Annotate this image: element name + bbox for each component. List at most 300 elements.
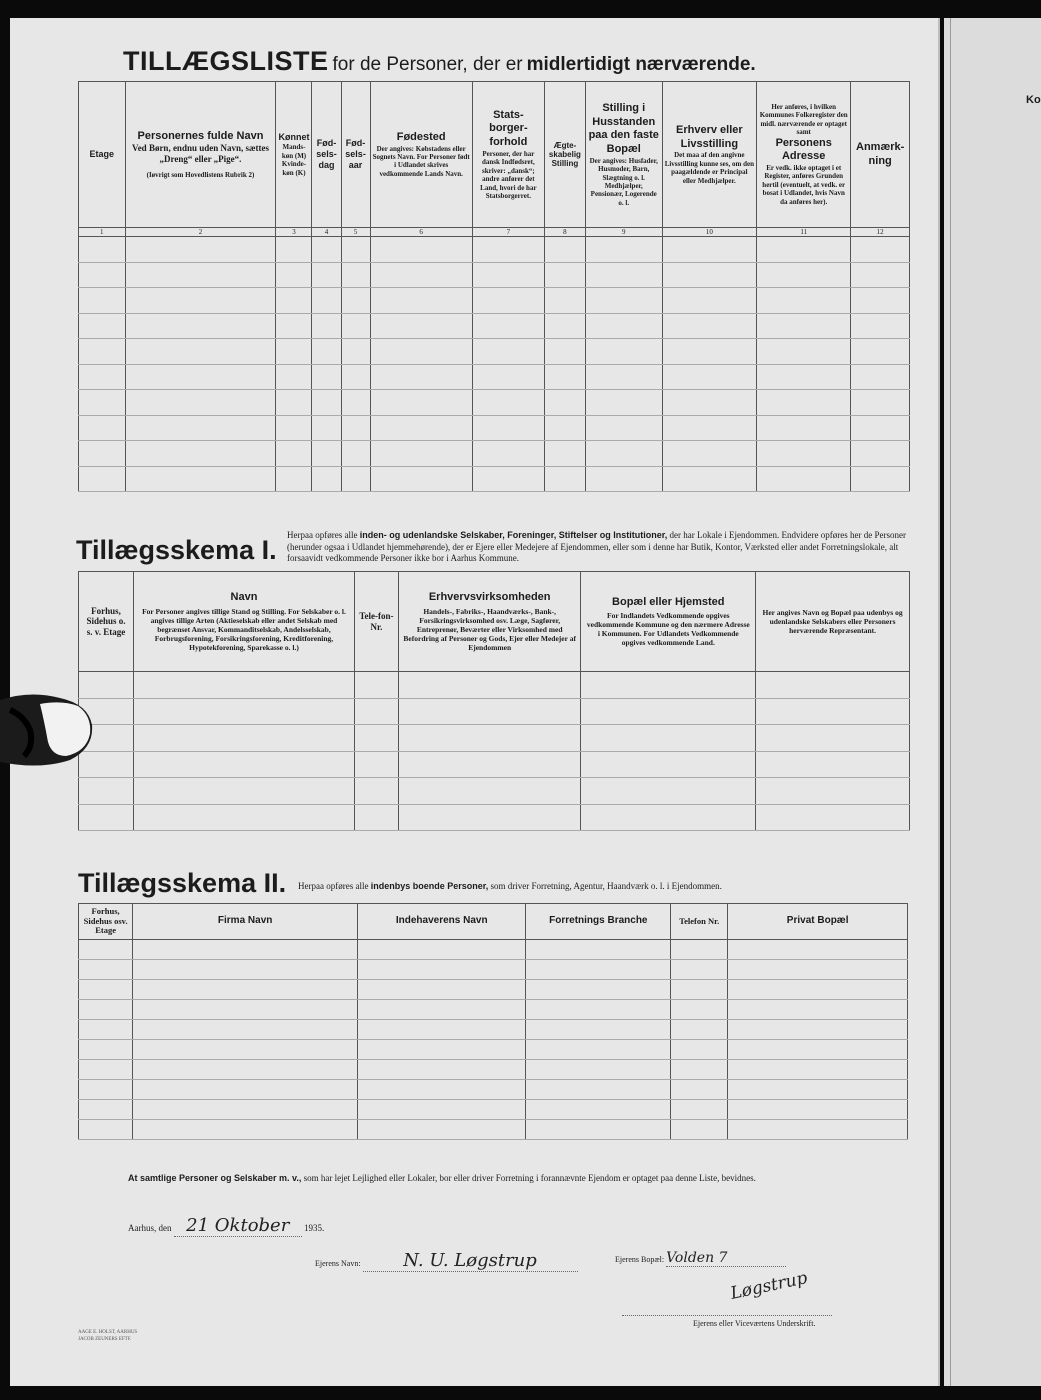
table-cell[interactable] — [312, 262, 341, 288]
table-cell[interactable] — [662, 390, 757, 416]
table-cell[interactable] — [526, 1080, 671, 1100]
table-row — [79, 778, 910, 805]
column-number: 4 — [312, 228, 341, 237]
table-cell[interactable] — [544, 313, 585, 339]
table-cell[interactable] — [544, 339, 585, 365]
table-cell[interactable] — [526, 1100, 671, 1120]
title-bold: midlertidigt nærværende. — [526, 54, 756, 75]
table-cell[interactable] — [757, 466, 851, 492]
table-cell[interactable] — [370, 339, 472, 365]
table-cell[interactable] — [398, 698, 581, 725]
table-cell[interactable] — [662, 339, 757, 365]
table-cell[interactable] — [276, 237, 312, 263]
table-cell[interactable] — [341, 466, 370, 492]
table-cell[interactable] — [671, 1060, 728, 1080]
table-cell[interactable] — [728, 1120, 908, 1140]
table-cell[interactable] — [79, 1060, 133, 1080]
table-row — [79, 390, 910, 416]
table-cell[interactable] — [370, 313, 472, 339]
table-row — [79, 1120, 908, 1140]
schema2-header-3 — [358, 904, 526, 940]
table-cell[interactable] — [581, 672, 756, 699]
column-header-text: Der angives: Husfader, Husmoder, Barn, Slægtning o. l. Medhjælper, Pensionær, Logerende o. l. — [589, 156, 658, 207]
table-row — [79, 441, 910, 467]
column-number: 9 — [585, 228, 662, 237]
table-cell[interactable] — [133, 1100, 358, 1120]
table-cell[interactable] — [581, 751, 756, 778]
owner-name-label: Ejerens Navn: — [315, 1259, 361, 1268]
table-cell[interactable] — [662, 415, 757, 441]
table-cell[interactable] — [341, 237, 370, 263]
table-cell[interactable] — [358, 980, 526, 1000]
column-header-title: Personens Adresse — [775, 136, 832, 163]
table-cell[interactable] — [526, 1000, 671, 1020]
statement-bold: At samtlige Personer og Selskaber m. v., — [128, 1173, 302, 1183]
table-cell[interactable] — [472, 390, 544, 416]
table-cell[interactable] — [544, 415, 585, 441]
table-cell[interactable] — [398, 778, 581, 805]
table-cell[interactable] — [544, 237, 585, 263]
table-cell[interactable] — [125, 313, 276, 339]
table-cell[interactable] — [134, 698, 355, 725]
table-cell[interactable] — [472, 237, 544, 263]
table-row — [79, 1060, 908, 1080]
table-cell[interactable] — [312, 339, 341, 365]
column-number: 6 — [370, 228, 472, 237]
column-header-9 — [585, 82, 662, 228]
table-cell[interactable] — [662, 466, 757, 492]
owner-name-handwritten: N. U. Løgstrup — [363, 1250, 578, 1272]
table-cell[interactable] — [133, 1060, 358, 1080]
schema2-header-2 — [133, 904, 358, 940]
schema2-header-1 — [79, 904, 133, 940]
date-handwritten: 21 Oktober — [174, 1215, 302, 1237]
schema2-header-4 — [526, 904, 671, 940]
table-cell[interactable] — [312, 364, 341, 390]
schema1-header-title: Erhvervsvirksomheden — [428, 591, 551, 604]
schema1-header-text: For Personer angives tillige Stand og Stilling. For Selskaber o. l. angives tillige Arten (Aktieselskab eller andet Selskab med begrænset Ansvar, Kommanditselskab, Andelsselskab, Forbrugsforening, Forsikringsforening, Kreditforening, Hypotekforening, Sparekasse o. l.) — [142, 606, 346, 652]
table-cell[interactable] — [756, 672, 910, 699]
column-header-7 — [472, 82, 544, 228]
table-cell[interactable] — [79, 364, 126, 390]
schema1-header-1 — [79, 572, 134, 672]
table-cell[interactable] — [851, 441, 910, 467]
schema1-header-5 — [581, 572, 756, 672]
table-cell[interactable] — [341, 262, 370, 288]
table-cell[interactable] — [125, 415, 276, 441]
table-cell[interactable] — [671, 960, 728, 980]
table-cell[interactable] — [662, 262, 757, 288]
table-cell[interactable] — [585, 415, 662, 441]
place-label: Aarhus, den — [128, 1223, 172, 1233]
table-cell[interactable] — [851, 364, 910, 390]
schema2-intro-prefix: Herpaa opføres alle — [298, 881, 369, 891]
table-cell[interactable] — [358, 1100, 526, 1120]
table-cell[interactable] — [276, 313, 312, 339]
table-cell[interactable] — [125, 262, 276, 288]
column-header-text: Der angives: Købstadens eller Sognets Navn. For Personer født i Udlandet skrives vedkommende Lands Navn. — [372, 144, 470, 178]
table-cell[interactable] — [581, 698, 756, 725]
table-cell[interactable] — [354, 804, 398, 831]
table-cell[interactable] — [312, 288, 341, 314]
table-cell[interactable] — [585, 288, 662, 314]
table-cell[interactable] — [757, 364, 851, 390]
table-cell[interactable] — [398, 751, 581, 778]
table-cell[interactable] — [585, 364, 662, 390]
column-header-pre: Her anføres, i hvilken Kommunes Folkeregister den midl. nærværende er optaget samt — [759, 102, 848, 137]
table-row — [79, 960, 908, 980]
owner-address-handwritten: Volden 7 — [666, 1250, 786, 1267]
table-cell[interactable] — [851, 339, 910, 365]
table-row — [79, 980, 908, 1000]
table-cell[interactable] — [358, 1020, 526, 1040]
table-cell[interactable] — [312, 390, 341, 416]
column-header-title: Kønnet — [278, 132, 310, 143]
table-row — [79, 698, 910, 725]
table-cell[interactable] — [79, 313, 126, 339]
schema1-intro-prefix: Herpaa opføres alle — [287, 530, 358, 540]
table-cell[interactable] — [125, 364, 276, 390]
table-cell[interactable] — [756, 698, 910, 725]
table-cell[interactable] — [671, 1120, 728, 1140]
table-cell[interactable] — [585, 262, 662, 288]
table-cell[interactable] — [398, 725, 581, 752]
table-row — [79, 339, 910, 365]
table-cell[interactable] — [276, 339, 312, 365]
table-row — [79, 1000, 908, 1020]
schema2-header-text: Forhus, Sidehus osv. Etage — [83, 905, 128, 936]
table-cell[interactable] — [133, 960, 358, 980]
table-cell[interactable] — [125, 390, 276, 416]
table-cell[interactable] — [581, 804, 756, 831]
schema1-header-6 — [756, 572, 910, 672]
table-cell[interactable] — [756, 751, 910, 778]
table-cell[interactable] — [79, 980, 133, 1000]
table-cell[interactable] — [79, 441, 126, 467]
table-cell[interactable] — [544, 364, 585, 390]
table-cell[interactable] — [79, 1020, 133, 1040]
table-cell[interactable] — [133, 1080, 358, 1100]
table-cell[interactable] — [526, 940, 671, 960]
certification-statement — [128, 1173, 918, 1183]
adjacent-page-text: Ko — [1026, 94, 1041, 106]
table-cell[interactable] — [79, 1080, 133, 1100]
table-cell[interactable] — [354, 778, 398, 805]
table-cell[interactable] — [133, 980, 358, 1000]
table-cell[interactable] — [79, 262, 126, 288]
table-cell[interactable] — [526, 1120, 671, 1140]
table-cell[interactable] — [728, 1040, 908, 1060]
table-cell[interactable] — [728, 940, 908, 960]
schema2-table — [78, 903, 908, 1140]
table-cell[interactable] — [662, 441, 757, 467]
table-cell[interactable] — [312, 237, 341, 263]
table-cell[interactable] — [472, 466, 544, 492]
table-cell[interactable] — [728, 1100, 908, 1120]
table-cell[interactable] — [125, 441, 276, 467]
table-cell[interactable] — [370, 390, 472, 416]
table-cell[interactable] — [757, 390, 851, 416]
schema1-intro — [287, 530, 912, 565]
schema1-intro-bold: inden- og udenlandske Selskaber, Foreninger, Stiftelser og Institutioner, — [359, 530, 668, 540]
table-cell[interactable] — [134, 804, 355, 831]
table-cell[interactable] — [134, 778, 355, 805]
table-cell[interactable] — [662, 237, 757, 263]
table-cell[interactable] — [728, 1000, 908, 1020]
table-cell[interactable] — [276, 288, 312, 314]
table-cell[interactable] — [276, 390, 312, 416]
column-header-1 — [79, 82, 126, 228]
table-cell[interactable] — [134, 672, 355, 699]
form-page — [10, 18, 940, 1386]
schema1-header-4 — [398, 572, 581, 672]
table-cell[interactable] — [276, 466, 312, 492]
table-cell[interactable] — [276, 364, 312, 390]
table-cell[interactable] — [671, 940, 728, 960]
table-cell[interactable] — [728, 1080, 908, 1100]
table-cell[interactable] — [662, 288, 757, 314]
table-cell[interactable] — [125, 339, 276, 365]
table-cell[interactable] — [851, 390, 910, 416]
owner-name-line — [315, 1250, 578, 1272]
table-cell[interactable] — [544, 390, 585, 416]
table-cell[interactable] — [851, 313, 910, 339]
table-cell[interactable] — [662, 364, 757, 390]
table-cell[interactable] — [851, 262, 910, 288]
table-cell[interactable] — [544, 262, 585, 288]
table-cell[interactable] — [79, 1040, 133, 1060]
table-cell[interactable] — [133, 1120, 358, 1140]
table-cell[interactable] — [472, 288, 544, 314]
table-cell[interactable] — [79, 1000, 133, 1020]
table-cell[interactable] — [134, 725, 355, 752]
column-header-note: (Iøvrigt som Hovedlistens Rubrik 2) — [146, 170, 255, 179]
table-cell[interactable] — [370, 262, 472, 288]
table-cell[interactable] — [358, 940, 526, 960]
table-cell[interactable] — [341, 339, 370, 365]
schema1-header-title: Navn — [230, 591, 258, 604]
schema2-intro — [298, 881, 918, 891]
table-cell[interactable] — [276, 415, 312, 441]
table-cell[interactable] — [312, 415, 341, 441]
column-number: 12 — [851, 228, 910, 237]
column-header-12 — [851, 82, 910, 228]
table-cell[interactable] — [757, 441, 851, 467]
table-row — [79, 751, 910, 778]
table-cell[interactable] — [851, 237, 910, 263]
table-row — [79, 804, 910, 831]
table-cell[interactable] — [79, 778, 134, 805]
table-cell[interactable] — [79, 415, 126, 441]
table-cell[interactable] — [472, 364, 544, 390]
table-cell[interactable] — [756, 778, 910, 805]
table-cell[interactable] — [341, 415, 370, 441]
table-cell[interactable] — [358, 960, 526, 980]
table-cell[interactable] — [526, 960, 671, 980]
table-cell[interactable] — [354, 698, 398, 725]
table-cell[interactable] — [585, 441, 662, 467]
thumb-photo-artifact — [0, 690, 100, 770]
table-cell[interactable] — [358, 1040, 526, 1060]
table-cell[interactable] — [341, 288, 370, 314]
signature-label: Ejerens eller Viceværtens Underskrift. — [693, 1319, 816, 1328]
page-title — [123, 46, 923, 77]
table-cell[interactable] — [757, 313, 851, 339]
table-cell[interactable] — [133, 1020, 358, 1040]
table-cell[interactable] — [358, 1000, 526, 1020]
table-cell[interactable] — [133, 940, 358, 960]
table-cell[interactable] — [370, 441, 472, 467]
table-cell[interactable] — [358, 1120, 526, 1140]
table-cell[interactable] — [671, 1080, 728, 1100]
table-cell[interactable] — [671, 1000, 728, 1020]
table-cell[interactable] — [79, 466, 126, 492]
table-cell[interactable] — [585, 466, 662, 492]
table-row — [79, 1040, 908, 1060]
table-cell[interactable] — [79, 960, 133, 980]
table-cell[interactable] — [851, 466, 910, 492]
table-cell[interactable] — [79, 940, 133, 960]
schema2-intro-bold: indenbys boende Personer, — [370, 881, 489, 891]
table-cell[interactable] — [728, 1020, 908, 1040]
table-cell[interactable] — [341, 364, 370, 390]
table-cell[interactable] — [472, 441, 544, 467]
column-header-4 — [312, 82, 341, 228]
table-cell[interactable] — [276, 262, 312, 288]
table-cell[interactable] — [756, 804, 910, 831]
table-cell[interactable] — [354, 751, 398, 778]
table-cell[interactable] — [526, 980, 671, 1000]
schema2-header-text: Firma Navn — [217, 915, 273, 927]
table-cell[interactable] — [472, 262, 544, 288]
table-cell[interactable] — [79, 237, 126, 263]
table-cell[interactable] — [341, 441, 370, 467]
table-cell[interactable] — [756, 725, 910, 752]
column-header-11 — [757, 82, 851, 228]
table-cell[interactable] — [671, 1040, 728, 1060]
table-cell[interactable] — [472, 415, 544, 441]
table-row — [79, 313, 910, 339]
table-cell[interactable] — [125, 237, 276, 263]
table-row — [79, 940, 908, 960]
table-cell[interactable] — [79, 1120, 133, 1140]
table-cell[interactable] — [757, 415, 851, 441]
table-cell[interactable] — [662, 313, 757, 339]
table-cell[interactable] — [585, 237, 662, 263]
date-line — [128, 1215, 324, 1237]
table-cell[interactable] — [276, 441, 312, 467]
column-header-title: Fød-sels-aar — [345, 137, 366, 171]
column-header-text: Ægte-skabelig Stilling — [548, 140, 581, 169]
table-cell[interactable] — [398, 804, 581, 831]
table-cell[interactable] — [472, 313, 544, 339]
table-cell[interactable] — [358, 1080, 526, 1100]
table-cell[interactable] — [398, 672, 581, 699]
table-cell[interactable] — [544, 441, 585, 467]
column-header-6 — [370, 82, 472, 228]
table-cell[interactable] — [671, 1020, 728, 1040]
owner-address-line — [615, 1250, 786, 1267]
column-header-3 — [276, 82, 312, 228]
schema1-header-text: For Indlandets Vedkommende opgives vedkommende Kommune og den nærmere Adresse i Kommunen. For Udlandets Vedkommende opgives vedkommende Land. — [586, 611, 750, 648]
table-cell[interactable] — [544, 288, 585, 314]
table-cell[interactable] — [757, 262, 851, 288]
table-cell[interactable] — [472, 339, 544, 365]
table-cell[interactable] — [354, 725, 398, 752]
table-cell[interactable] — [544, 466, 585, 492]
table-cell[interactable] — [585, 390, 662, 416]
table-cell[interactable] — [728, 960, 908, 980]
schema1-intro-rest: der har Lokale i Ejendommen. — [669, 530, 780, 540]
table-cell[interactable] — [728, 980, 908, 1000]
table-cell[interactable] — [526, 1040, 671, 1060]
table-cell[interactable] — [341, 390, 370, 416]
schema1-header-text: Handels-, Fabriks-, Haandværks-, Bank-, Forsikringsvirksomhed osv. Læge, Sagfører, Entreprenør, Beværter eller Virksomhed med Befordring af Personer og Gods, Ejer eller Medejer af Ejendommen — [403, 606, 576, 652]
column-number: 3 — [276, 228, 312, 237]
table-cell[interactable] — [79, 390, 126, 416]
table-cell[interactable] — [125, 466, 276, 492]
table-cell[interactable] — [79, 804, 134, 831]
table-cell[interactable] — [370, 415, 472, 441]
table-cell[interactable] — [133, 1000, 358, 1020]
table-cell[interactable] — [358, 1060, 526, 1080]
table-cell[interactable] — [671, 980, 728, 1000]
table-cell[interactable] — [581, 778, 756, 805]
table-row — [79, 364, 910, 390]
column-number: 11 — [757, 228, 851, 237]
table-cell[interactable] — [312, 313, 341, 339]
schema2-header-text: Privat Bopæl — [786, 915, 849, 927]
table-row — [79, 415, 910, 441]
table-cell[interactable] — [134, 751, 355, 778]
table-cell[interactable] — [79, 339, 126, 365]
table-cell[interactable] — [312, 441, 341, 467]
table-cell[interactable] — [125, 288, 276, 314]
column-header-title: Personernes fulde Navn — [137, 129, 264, 142]
table-cell[interactable] — [354, 672, 398, 699]
schema1-header-text: Forhus, Sidehus o. s. v. Etage — [86, 605, 126, 637]
table-cell[interactable] — [312, 466, 341, 492]
table-cell[interactable] — [370, 237, 472, 263]
table-cell[interactable] — [757, 339, 851, 365]
column-header-text: Det maa af den angivne Livsstilling kunne ses, om den paagældende er Principal eller Medhjælper. — [664, 151, 754, 185]
table-cell[interactable] — [851, 415, 910, 441]
table-cell[interactable] — [581, 725, 756, 752]
table-cell[interactable] — [370, 466, 472, 492]
schema2-intro-rest: som driver Forretning, Agentur, Haandværk o. l. i Ejendommen. — [490, 881, 722, 891]
table-cell[interactable] — [526, 1060, 671, 1080]
table-cell[interactable] — [370, 288, 472, 314]
table-cell[interactable] — [728, 1060, 908, 1080]
column-number: 5 — [341, 228, 370, 237]
table-cell[interactable] — [370, 364, 472, 390]
table-cell[interactable] — [526, 1020, 671, 1040]
table-cell[interactable] — [585, 339, 662, 365]
table-cell[interactable] — [671, 1100, 728, 1120]
table-cell[interactable] — [757, 288, 851, 314]
table-cell[interactable] — [79, 288, 126, 314]
column-header-text: Er vedk. ikke optaget i et Register, anføres Grunden hertil (eventuelt, at vedk. er bosat i Udlandet, hvis Navn da anføres her). — [762, 164, 846, 206]
table-cell[interactable] — [757, 237, 851, 263]
table-cell[interactable] — [133, 1040, 358, 1060]
table-cell[interactable] — [341, 313, 370, 339]
table-cell[interactable] — [79, 1100, 133, 1120]
table-row — [79, 725, 910, 752]
table-cell[interactable] — [585, 313, 662, 339]
schema2-header-text: Indehaverens Navn — [395, 915, 488, 927]
schema2-header-text: Forretnings Branche — [549, 915, 648, 927]
table-cell[interactable] — [851, 288, 910, 314]
